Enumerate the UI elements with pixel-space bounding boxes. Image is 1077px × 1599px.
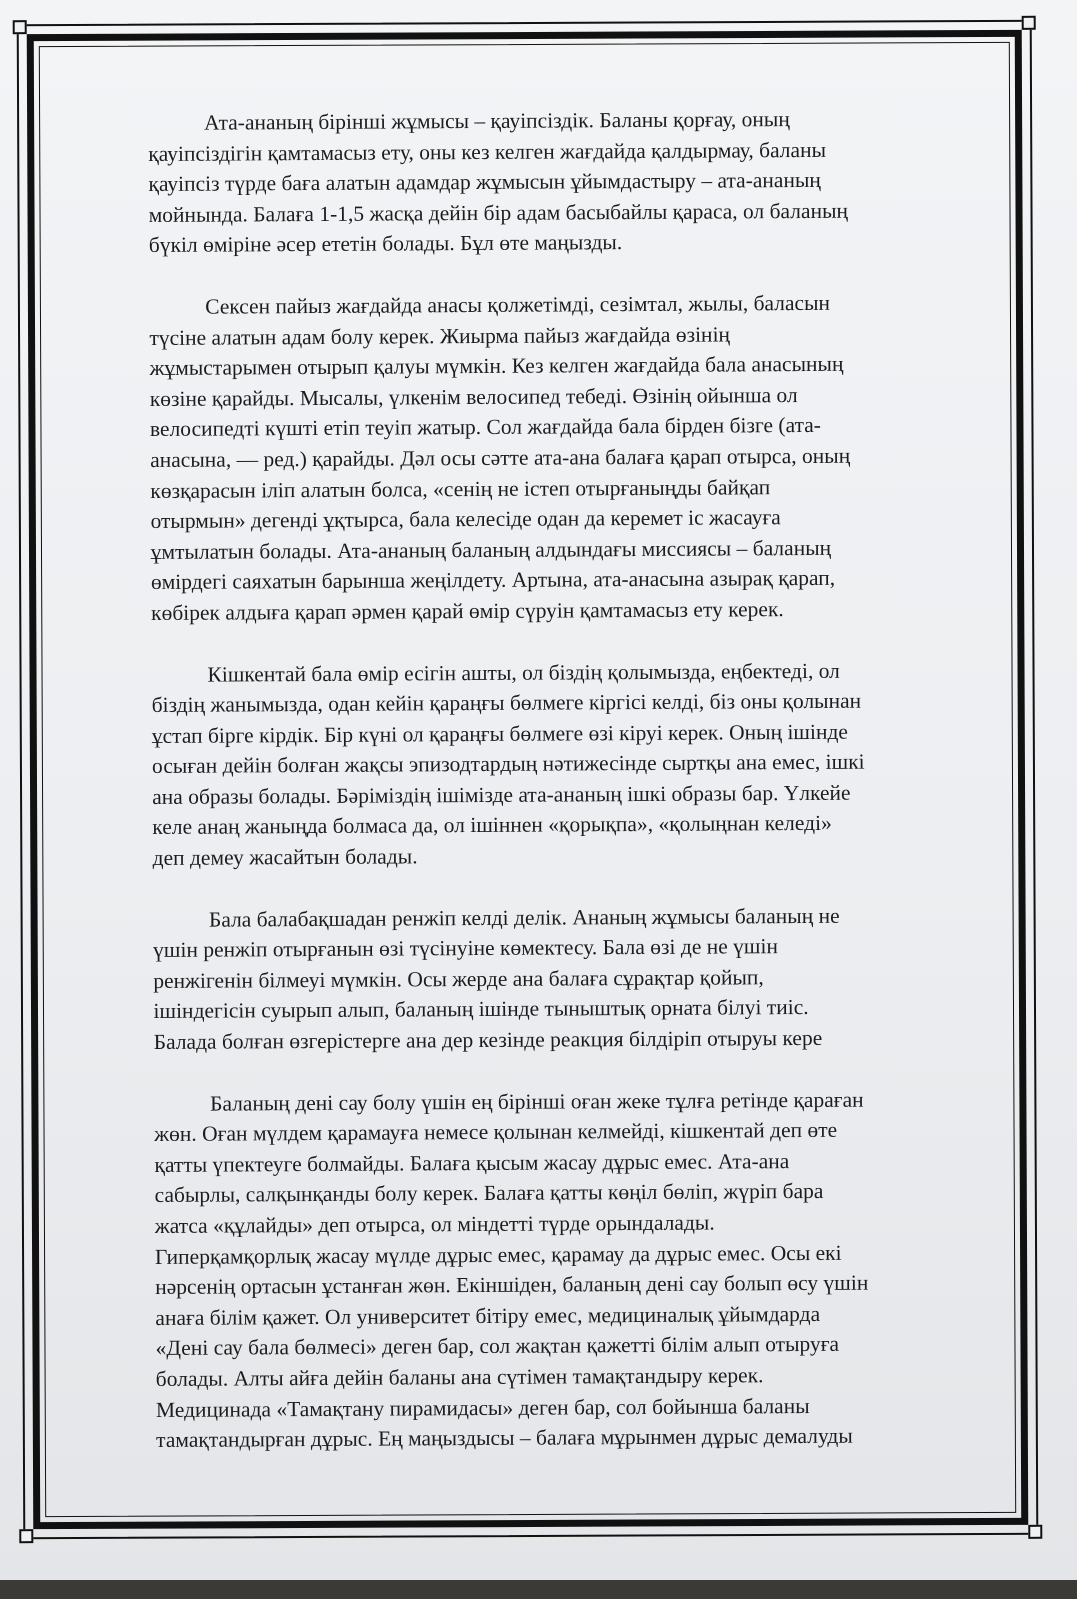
text-line: қатты үпектеуге болмайды. Балаға қысым жасау дұрыс емес. Ата-ана: [154, 1148, 790, 1177]
text-line: жұмыстарымен отырып қалуы мүмкін. Кез келген жағдайда бала анасының: [149, 351, 844, 381]
text-line: біздің жанымызда, одан кейін қараңғы бөлмеге кіргісі келді, біз оны қолынан: [151, 688, 862, 718]
text-line: қауіпсіз түрде баға алатын адамдар жұмысын ұйымдастыру – ата-ананың: [148, 168, 821, 197]
text-line: тамақтандырған дұрыс. Ең маңыздысы – балаға мұрынмен дұрыс демалуды: [156, 1423, 853, 1453]
paragraph-3: [151, 654, 997, 873]
text-line: Балада болған өзгерістерге ана дер кезінде реакция білдіріп отыруы кере: [153, 1025, 823, 1055]
text-line: Сексен пайыз жағдайда анасы қолжетімді, сезімтал, жылы, баласын: [205, 290, 831, 319]
text-line: велосипедті күшті етіп теуіп жатыр. Сол жағдайда бала бірден бізге (ата-: [149, 413, 821, 442]
text-line: Баланың дені сау болу үшін ең бірінші оған жеке тұлға ретінде қараған: [210, 1087, 864, 1116]
text-line: мойнында. Балаға 1-1,5 жасқа дейін бір адам басыбайлы қараса, ол баланың: [148, 198, 849, 227]
text-line: Медицинада «Тамақтану пирамидасы» деген бар, сол бойынша баланы: [155, 1393, 810, 1422]
paragraph-1: [148, 103, 994, 261]
paragraph-2: [149, 287, 996, 629]
text-line: көзқарасын іліп алатын болса, «сенің не істеп отырғаныңды байқап: [150, 474, 771, 503]
paragraph-5: [154, 1083, 1001, 1455]
paragraph-4: [153, 899, 999, 1057]
corner-ornament: [13, 20, 27, 34]
text-line: осыған дейін болған жақсы эпизодтардың нәтижесінде сыртқы ана емес, ішкі: [151, 749, 865, 779]
text-line: өмірдегі саяхатын барынша жеңілдету. Артына, ата-анасына азырақ қарап,: [150, 566, 836, 595]
text-line: сабырлы, салқынқанды болу керек. Балаға қатты көңіл бөліп, жүріп бара: [154, 1179, 824, 1208]
text-line: болады. Алты айға дейін баланы ана сүтімен тамақтандыру керек.: [155, 1363, 764, 1391]
text-line: Ата-ананың бірінші жұмысы – қауіпсіздік. Баланы қорғау, оның: [204, 107, 790, 135]
text-line: ішіндегісін суырып алып, баланың ішінде тыныштық орната білуі тиіс.: [153, 995, 809, 1024]
text-line: үшін ренжіп отырғанын өзі түсінуіне көмектесу. Бала өзі де не үшін: [153, 934, 779, 963]
document-body: [148, 103, 1001, 1487]
text-line: «Дені сау бала бөлмесі» деген бар, сол жақтан қажетті білім алып отыруға: [155, 1332, 840, 1361]
text-line: отырмын» дегенді ұқтырса, бала келесіде одан да керемет іс жасауға: [150, 505, 781, 534]
text-line: келе анаң жаныңда болмаса да, ол ішіннен «қорықпа», «қолыңнан келеді»: [152, 811, 832, 840]
text-line: ренжігенін білмеуі мүмкін. Осы жерде ана балаға сұрақтар қойып,: [153, 965, 764, 993]
text-line: деп демеу жасайтын болады.: [152, 844, 418, 871]
text-line: жатса «құлайды» деп отырса, ол міндетті түрде орындалады.: [154, 1210, 715, 1238]
text-line: түсіне алатын адам болу керек. Жиырма пайыз жағдайда өзінің: [149, 322, 731, 350]
corner-ornament: [1022, 16, 1036, 30]
text-line: қауіпсіздігін қамтамасыз ету, оны кез келген жағдайда қалдырмау, баланы: [148, 137, 827, 166]
text-line: ана образы болады. Бәріміздің ішімізде ата-ананың ішкі образы бар. Үлкейе: [152, 780, 851, 809]
text-line: жөн. Оған мүлдем қарамауға немесе қолынан келмейді, кішкентай деп өте: [154, 1118, 838, 1147]
text-line: көбірек алдыға қарап әрмен қарай өмір сүруін қамтамасыз ету керек.: [151, 597, 784, 625]
text-line: Бала балабақшадан ренжіп келді делік. Ананың жұмысы баланың не: [208, 903, 840, 932]
text-line: анасына, — ред.) қарайды. Дәл осы сәтте ата-ана балаға қарап отырса, оның: [150, 443, 851, 472]
text-line: ұмтылатын болады. Ата-ананың баланың алдындағы миссиясы – баланың: [150, 535, 832, 564]
corner-ornament: [1028, 1525, 1042, 1539]
text-line: көзіне қарайды. Мысалы, үлкенім велосипед тебеді. Өзінің ойынша ол: [149, 382, 798, 411]
text-line: Гиперқамқорлық жасау мүлде дұрыс емес, қарамау да дұрыс емес. Осы екі: [154, 1240, 842, 1269]
text-line: бүкіл өміріне әсер ететін болады. Бұл өте маңызды.: [148, 230, 623, 258]
text-line: анаға білім қажет. Ол университет бітіру емес, медициналық ұйымдарда: [155, 1301, 821, 1330]
text-line: Кішкентай бала өмір есігін ашты, ол біздің қолымызда, еңбектеді, ол: [207, 658, 840, 687]
text-line: нәрсенің ортасын ұстанған жөн. Екіншіден, баланың дені сау болып өсу үшін: [155, 1270, 869, 1300]
corner-ornament: [19, 1529, 33, 1543]
text-line: ұстап бірге кірдік. Бір күні ол қараңғы бөлмеге өзі кіруі керек. Оның ішінде: [151, 719, 848, 748]
